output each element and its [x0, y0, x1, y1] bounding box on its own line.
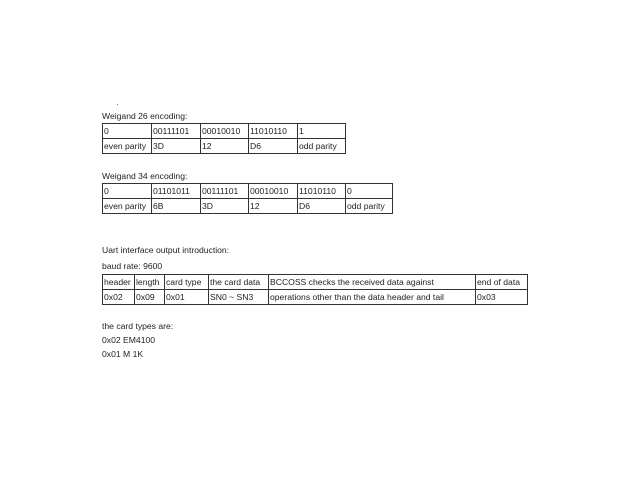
uart-table [102, 274, 528, 305]
table-cell: 0 [103, 184, 152, 199]
table-cell: D6 [249, 139, 298, 154]
table-cell: 00010010 [249, 184, 298, 199]
table-cell: 0x03 [476, 290, 528, 305]
table-cell: 12 [201, 139, 249, 154]
table-cell: odd parity [346, 199, 393, 214]
table-cell: 0x02 [103, 290, 135, 305]
table-cell: D6 [298, 199, 346, 214]
baud-rate: baud rate: 9600 [102, 261, 163, 271]
table-cell: 11010110 [298, 184, 346, 199]
table-cell: 0 [103, 124, 152, 139]
table-cell: even parity [103, 199, 152, 214]
table-cell: BCCOSS checks the received data against [269, 275, 476, 290]
table-cell: card type [165, 275, 209, 290]
table-cell: 00111101 [152, 124, 201, 139]
table-cell: 00111101 [201, 184, 249, 199]
table-row [103, 184, 393, 199]
table-cell: 1 [298, 124, 346, 139]
table-row [103, 124, 346, 139]
table-row [103, 290, 528, 305]
table-cell: operations other than the data header and tail [269, 290, 476, 305]
card-type-item: 0x01 M 1K [102, 349, 144, 359]
weigand26-table [102, 123, 346, 154]
table-cell: 0x09 [135, 290, 165, 305]
weigand34-title: Weigand 34 encoding: [102, 171, 188, 181]
uart-title: Uart interface output introduction: [102, 245, 230, 255]
table-cell: 3D [201, 199, 249, 214]
table-cell: 00010010 [201, 124, 249, 139]
table-cell: even parity [103, 139, 152, 154]
table-row [103, 139, 346, 154]
table-cell: the card data [209, 275, 269, 290]
table-cell: 0 [346, 184, 393, 199]
table-cell: 0x01 [165, 290, 209, 305]
table-cell: length [135, 275, 165, 290]
table-cell: 6B [152, 199, 201, 214]
table-cell: header [103, 275, 135, 290]
table-cell: SN0 ~ SN3 [209, 290, 269, 305]
table-cell: end of data [476, 275, 528, 290]
stray-dot [117, 104, 118, 105]
card-types-title: the card types are: [102, 321, 174, 331]
table-cell: 01101011 [152, 184, 201, 199]
table-row [103, 199, 393, 214]
weigand34-table [102, 183, 393, 214]
weigand26-title: Weigand 26 encoding: [102, 111, 188, 121]
card-type-item: 0x02 EM4100 [102, 335, 156, 345]
table-row [103, 275, 528, 290]
table-cell: 3D [152, 139, 201, 154]
table-cell: odd parity [298, 139, 346, 154]
table-cell: 12 [249, 199, 298, 214]
table-cell: 11010110 [249, 124, 298, 139]
